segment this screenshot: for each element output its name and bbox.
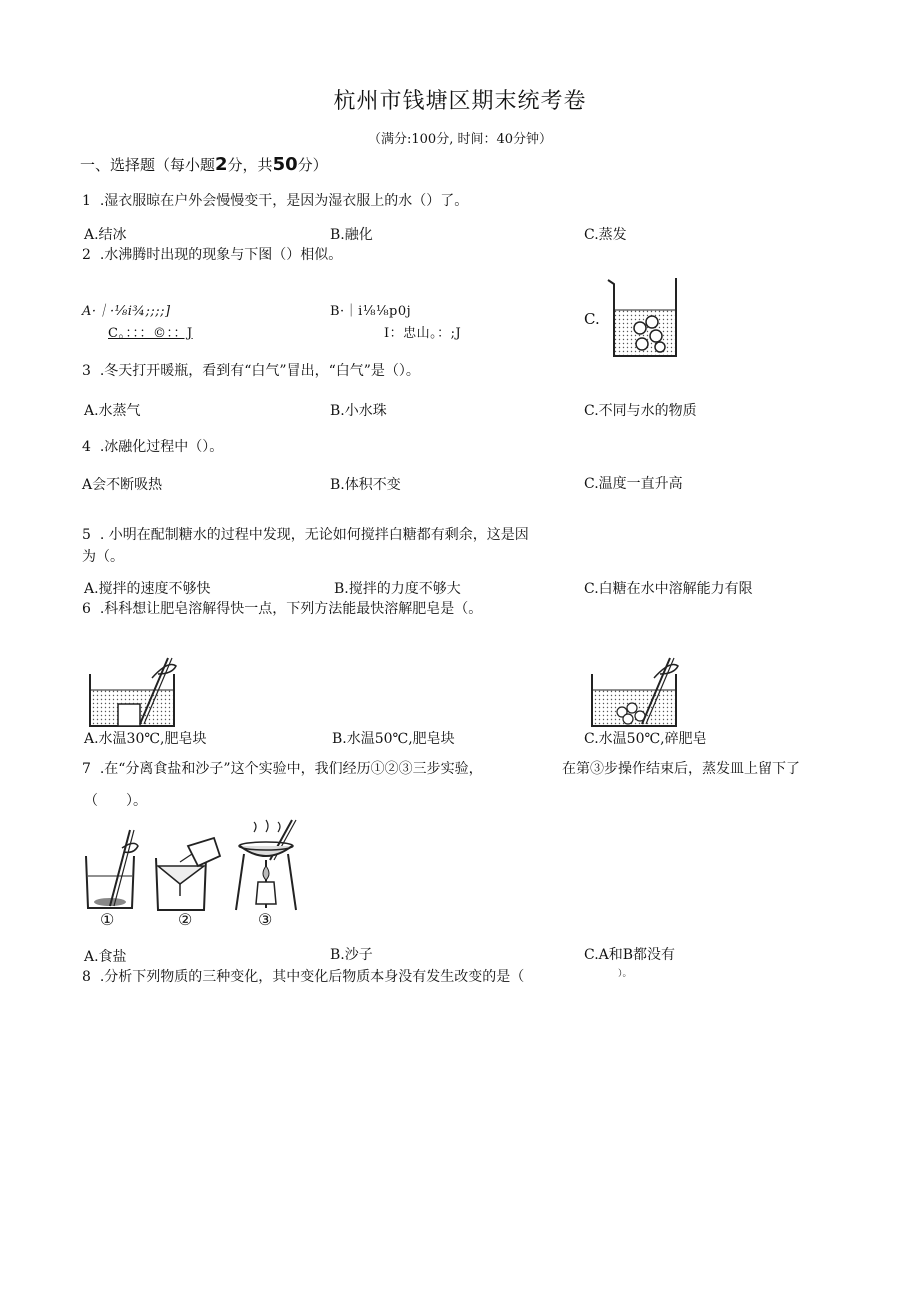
q1-option-a[interactable]: A.结冰 — [84, 227, 127, 243]
q5-option-c[interactable]: C.白糖在水中溶解能力有限 — [584, 581, 753, 597]
q7-option-a[interactable]: A.食盐 — [84, 949, 127, 965]
soap-pieces-beaker-icon[interactable] — [590, 650, 690, 730]
question-text: .水沸腾时出现的现象与下图（）相似。 — [99, 247, 343, 263]
question-4 — [82, 436, 223, 456]
page-title: 杭州市钱塘区期末统考卷 — [333, 89, 587, 114]
q6-option-a[interactable]: A.水温30℃,肥皂块 — [84, 731, 207, 747]
question-number: 4 — [82, 439, 91, 455]
question-number: 8 — [82, 969, 91, 985]
question-text: .冬天打开暖瓶，看到有“白气”冒出，“白气”是（）。 — [99, 363, 420, 379]
beaker-bubbles-icon[interactable] — [606, 274, 686, 360]
q5-option-a[interactable]: A.搅拌的速度不够快 — [84, 581, 211, 597]
q4-option-b[interactable]: B.体积不变 — [330, 477, 401, 493]
question-2 — [82, 244, 342, 264]
question-number: 3 — [82, 363, 91, 379]
question-text: .湿衣服晾在户外会慢慢变干，是因为湿衣服上的水（）了。 — [99, 193, 469, 209]
question-7-right: 在第③步操作结束后，蒸发皿上留下了 — [562, 761, 800, 777]
q1-option-b[interactable]: B.融化 — [330, 227, 373, 243]
q2-option-b-line1[interactable]: B·｜i⅛⅛p0j — [330, 304, 412, 319]
question-5-cont: 为（。 — [82, 549, 124, 565]
question-7-cont: （ ）。 — [84, 793, 147, 809]
step-label-3: ③ — [258, 910, 273, 929]
q2-option-b-line2[interactable]: I：忠山。：;J — [384, 326, 462, 341]
question-number: 7 — [82, 761, 91, 777]
q3-option-a[interactable]: A.水蒸气 — [84, 403, 141, 419]
question-number: 1 — [82, 193, 91, 209]
q1-option-c[interactable]: C.蒸发 — [584, 227, 627, 243]
question-text: .科科想让肥皂溶解得快一点，下列方法能最快溶解肥皂是（。 — [99, 601, 483, 617]
exam-info: （满分:100分, 时间：40分钟） — [368, 132, 552, 147]
q6-option-b[interactable]: B.水温50℃,肥皂块 — [332, 731, 455, 747]
question-8 — [82, 966, 524, 986]
q6-option-c[interactable]: C.水温50℃,碎肥皂 — [584, 731, 707, 747]
q5-option-b[interactable]: B.搅拌的力度不够大 — [334, 581, 461, 597]
q4-option-a[interactable]: A会不断吸热 — [82, 477, 163, 493]
question-text: .分析下列物质的三种变化，其中变化后物质本身没有发生改变的是（ — [99, 969, 525, 985]
question-3 — [82, 360, 420, 380]
q2-option-c-label[interactable]: C. — [584, 310, 600, 328]
filtering-beaker-icon — [152, 836, 224, 916]
section-points: 2 — [215, 154, 228, 175]
section-heading-pre: 一、选择题（每小题 — [80, 156, 216, 174]
q2-option-a-line2-text: C。：：：©：：J — [108, 326, 193, 341]
q3-option-c[interactable]: C.不同与水的物质 — [584, 403, 697, 419]
question-number: 5 — [82, 527, 91, 543]
q3-option-b[interactable]: B.小水珠 — [330, 403, 387, 419]
section-heading — [80, 154, 328, 175]
q4-option-c[interactable]: C.温度一直升高 — [584, 476, 683, 492]
q7-option-c[interactable]: C.A和B都没有 — [584, 947, 676, 963]
question-text: . 小明在配制糖水的过程中发现，无论如何搅拌白糖都有剩余，这是因 — [99, 527, 529, 543]
step-label-1: ① — [100, 910, 115, 929]
question-number: 2 — [82, 247, 91, 263]
section-total: 50 — [272, 154, 298, 175]
step-label-2: ② — [178, 910, 193, 929]
question-7 — [82, 758, 483, 778]
q7-option-b[interactable]: B.沙子 — [330, 947, 373, 963]
section-heading-mid: 分，共 — [227, 156, 273, 174]
question-8-end: ）。 — [618, 969, 632, 979]
question-5 — [82, 524, 529, 544]
question-text: .在“分离食盐和沙子”这个实验中，我们经历①②③三步实验， — [99, 761, 483, 777]
question-1 — [82, 190, 468, 210]
question-6 — [82, 598, 482, 618]
q2-option-a-line1[interactable]: A·｜·⅛i¾;;;;] — [82, 304, 171, 319]
section-heading-post: 分） — [297, 156, 328, 174]
evaporating-dish-stand-icon — [234, 820, 298, 916]
question-number: 6 — [82, 601, 91, 617]
soap-block-beaker-icon[interactable] — [88, 650, 188, 730]
question-text: .冰融化过程中（）。 — [99, 439, 224, 455]
